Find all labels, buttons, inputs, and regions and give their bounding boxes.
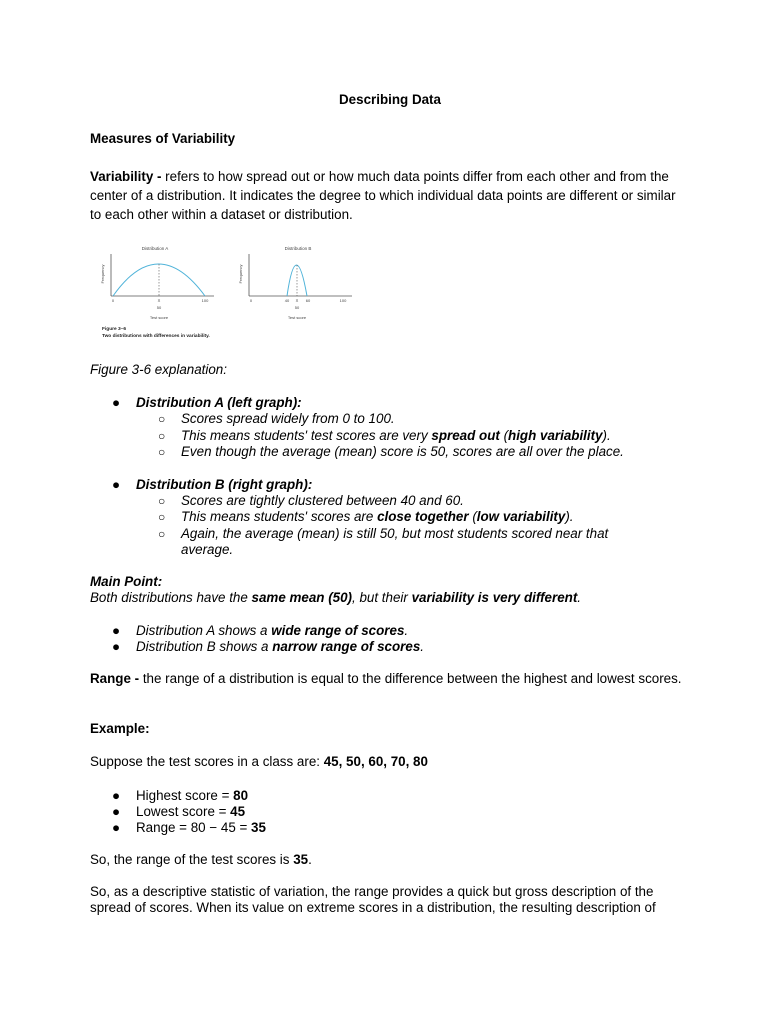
summary-a-text: Distribution A shows a [136,623,272,638]
closing-paragraph: So, as a descriptive statistic of variation, the range provides a quick but gross description of the spread of scores. When its value on extreme scores in a distribution, the resulting description of [90,884,656,915]
dist-a-ylabel: Frequency [100,264,105,284]
sub-bullet-symbol: ○ [158,445,166,459]
paren-close: ). [565,509,574,524]
document-title: Describing Data [339,92,441,107]
main-point-text1: Both distributions have the [90,590,252,605]
sub-bullet-symbol: ○ [158,412,166,426]
paren-open: ( [468,509,477,524]
figure-caption-number: Figure 3–6 [102,327,126,332]
example-intro [90,754,682,770]
dist-a-heading: Distribution A (left graph): [136,395,302,410]
highest-label: Highest score = [136,788,234,803]
bullet-symbol: ● [112,395,121,410]
dist-a-spread-out: spread out [431,428,500,443]
section-heading: Measures of Variability [90,131,236,146]
main-point-variability-different: variability is very different [411,590,578,605]
bullet-symbol: ● [112,820,121,835]
summary-end: . [420,639,425,654]
dist-b-mean-value: 50 [294,305,300,310]
figure-caption-text: Two distributions with differences in variability. [102,334,210,339]
example-conclusion [90,852,682,868]
sub-bullet-symbol: ○ [158,510,166,524]
main-point-text2: , but their [352,590,412,605]
dist-a-item-2-text: This means students' test scores are very [181,428,432,443]
dist-b-tick-40: 40 [284,298,290,303]
dist-b-xlabel: Test score [287,315,307,320]
variability-paragraph [90,167,682,224]
dist-a-item-3-text: Even though the average (mean) score is 50, scores are all over the place. [181,444,624,459]
dist-b-ylabel: Frequency [238,264,243,284]
dist-a-xlabel: Test score [149,315,169,320]
example-intro-text: Suppose the test scores in a class are: [90,754,324,769]
distribution-figure [98,240,370,344]
bullet-symbol: ● [112,639,121,654]
sub-bullet-symbol: ○ [158,429,166,443]
lowest-value: 45 [230,804,246,819]
main-point-same-mean: same mean (50) [251,590,353,605]
main-point-heading-text: Main Point: [90,574,163,589]
variability-term: Variability - [90,169,162,184]
sub-bullet-symbol: ○ [158,494,166,508]
dist-b-heading: Distribution B (right graph): [136,477,313,492]
bullet-symbol: ● [112,623,121,638]
bullet-symbol: ● [112,477,121,492]
example-scores: 45, 50, 60, 70, 80 [323,754,428,769]
dist-b-tick-100: 100 [339,298,347,303]
conclusion-end: . [308,852,312,867]
dist-b-tick-mean: X̄ [295,298,299,303]
variability-definition: refers to how spread out or how much data points differ from each other and from the center of a distribution. It indicates the degree to which individual data points are different or similar to each other within a dataset or distribution. [90,169,676,222]
summary-end: . [404,623,409,638]
dist-b-tick-0: 0 [249,298,253,303]
dist-a-title: Distribution A [141,246,169,251]
dist-b-item-1-text: Scores are tightly clustered between 40 and 60. [181,493,464,508]
range-definition: the range of a distribution is equal to the difference between the highest and lowest scores. [139,671,682,686]
summary-a-bold: wide range of scores [271,623,405,638]
paren-close: ). [602,428,611,443]
summary-b-bold: narrow range of scores [272,639,421,654]
example-heading: Example: [90,721,150,736]
dist-a-tick-0: 0 [111,298,115,303]
dist-a-tick-100: 100 [201,298,209,303]
dist-a-tick-mean: X̄ [157,298,161,303]
sub-bullet-symbol: ○ [158,527,166,541]
dist-b-close-together: close together [377,509,469,524]
summary-b-text: Distribution B shows a [136,639,273,654]
main-point-heading [90,574,682,590]
bullet-symbol: ● [112,788,121,803]
range-paragraph [90,671,682,687]
dist-a-high-variability: high variability [508,428,603,443]
figure-explanation-label: Figure 3-6 explanation: [90,362,227,377]
figure-3-6 [98,240,370,344]
lowest-label: Lowest score = [136,804,231,819]
range-term: Range - [90,671,140,686]
dist-b-low-variability: low variability [476,509,566,524]
main-point-text3: . [577,590,582,605]
conclusion-value: 35 [293,852,309,867]
dist-b-tick-60: 60 [305,298,311,303]
range-value: 35 [251,820,266,835]
dist-a-mean-value: 50 [156,305,162,310]
main-point-text [90,590,682,606]
dist-a-item-1-text: Scores spread widely from 0 to 100. [181,411,395,426]
dist-b-item-3-text: Again, the average (mean) is still 50, but most students scored near that average. [181,526,609,558]
range-label: Range = 80 − 45 = [136,820,252,835]
highest-value: 80 [233,788,249,803]
conclusion-text: So, the range of the test scores is [90,852,294,867]
paren-open: ( [499,428,509,443]
dist-b-title: Distribution B [284,246,312,251]
dist-b-item-2-text: This means students' scores are [181,509,378,524]
bullet-symbol: ● [112,804,121,819]
